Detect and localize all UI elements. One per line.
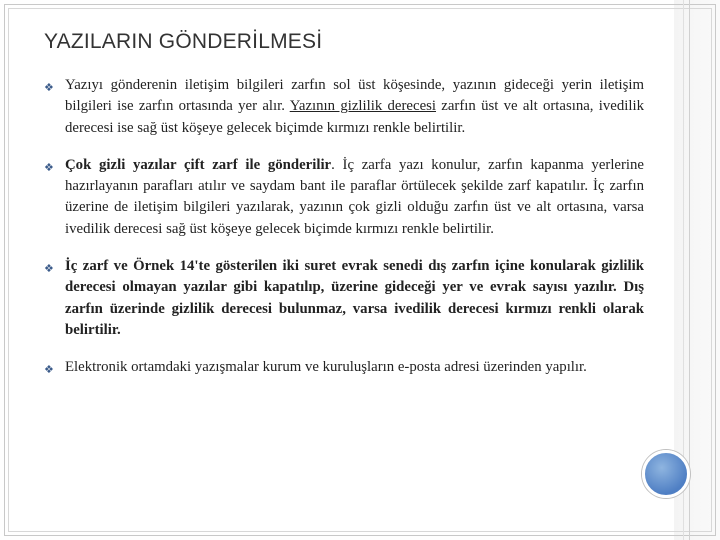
diamond-bullet-icon: ❖	[44, 81, 54, 94]
frame-border	[8, 8, 9, 532]
bullet-text: İç zarf ve Örnek 14'te gösterilen iki suret evrak senedi dış zarfın içine konularak gizlilik derecesi olmayan yazılar gibi kapatılıp, üzerine gideceği yer ve evrak sayısı yazılır. Dış zarfın üzerinde gizlilik derecesi bulunmaz, varsa ivedilik derecesi kırmızı renkli olarak belirtilir.	[65, 258, 644, 338]
bullet-text: zarfın üst ve alt ortasına, ivedilik derecesi ise sağ üst köşeye gelecek biçimde kırmızı renkle belirtilir.	[65, 98, 644, 136]
frame-border	[689, 0, 690, 540]
frame-border	[8, 8, 712, 9]
bullet-list	[44, 75, 644, 395]
frame-border	[4, 535, 716, 536]
bullet-text: Elektronik ortamdaki yazışmalar kurum ve kuruluşların e-posta adresi üzerinden yapılır.	[65, 359, 587, 376]
bullet-text: Yazıyı gönderenin iletişim bilgileri zarfın sol üst köşesinde, yazının gideceği yerin iletişim bilgileri ise zarfın ortasında yer alır.	[65, 77, 644, 115]
frame-border	[4, 4, 5, 536]
bullet-text-bold: Çok gizli yazılar çift zarf ile gönderilir	[65, 156, 332, 173]
bullet-item	[44, 357, 644, 378]
slide-title: YAZILARIN GÖNDERİLMESİ	[44, 30, 323, 53]
frame-border	[8, 531, 712, 532]
diamond-bullet-icon: ❖	[44, 160, 54, 174]
frame-border	[711, 8, 712, 532]
frame-border	[715, 4, 716, 536]
bullet-item	[44, 256, 644, 341]
bullet-text-underlined: Yazının gizlilik derecesi	[289, 98, 437, 115]
bullet-item	[44, 155, 644, 240]
frame-border	[4, 4, 716, 5]
decorative-circle	[642, 450, 690, 498]
bullet-item	[44, 75, 644, 139]
diamond-bullet-icon: ❖	[44, 363, 54, 377]
bullet-text: . İç zarfa yazı konulur, zarfın kapanma yerlerine hazırlayanın parafları atılır ve saydam bant ile paraflar örtülecek şekilde zarf kapatılır. İç zarfın üzerine de iletişim bilgileri yazılarak, yazının çok gizli olduğu zarfın üst ve alt ortasına, varsa ivedilik derecesi sağ üst köşeye gelecek biçimde kırmızı renkle belirtilir.	[65, 156, 645, 237]
diamond-bullet-icon: ❖	[44, 262, 54, 276]
